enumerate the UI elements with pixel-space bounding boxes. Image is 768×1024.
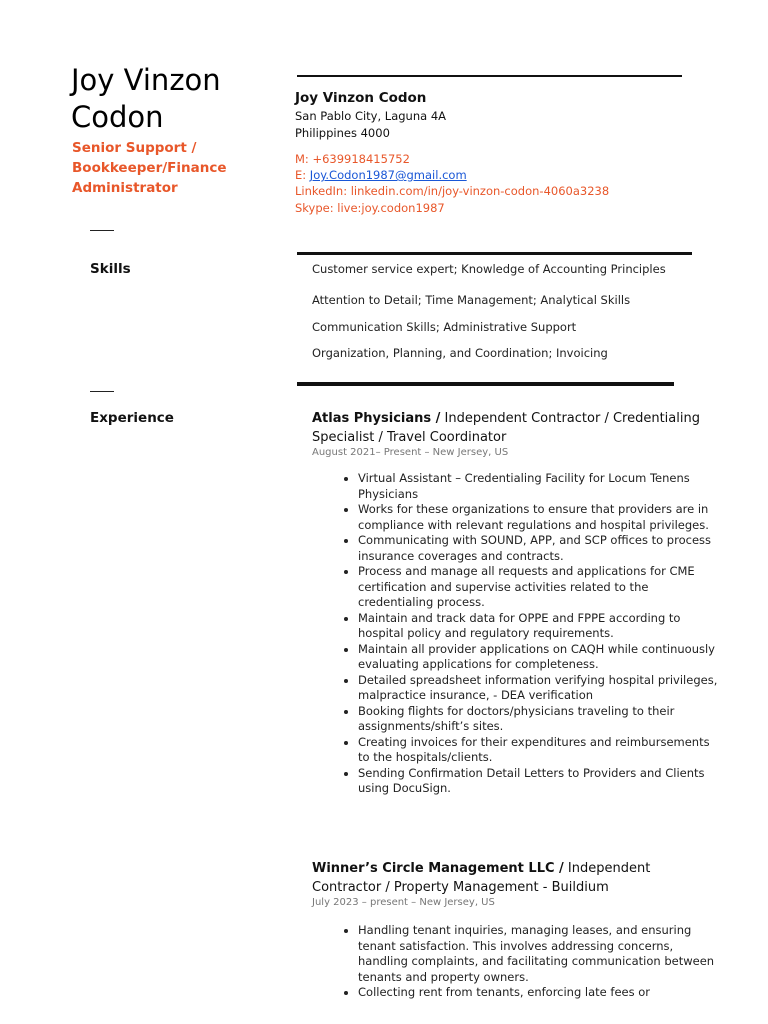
job-dates-location: July 2023 – present – New Jersey, US [312,897,495,908]
job-company: Atlas Physicians / [312,411,441,426]
job-title [312,859,712,897]
list-item: • Collecting rent from tenants, enforcing late fees or [358,985,723,1001]
section-dash [90,230,114,231]
contact-mobile: M: +639918415752 [295,152,410,166]
list-item: • Detailed spreadsheet information verifying hospital privileges, malpractice insurance, - DEA verification [358,673,723,704]
job-bullet-list [338,471,723,797]
contact-skype: Skype: live:joy.codon1987 [295,201,445,215]
job-dates-location: August 2021– Present – New Jersey, US [312,447,509,458]
header-rule [297,75,682,77]
skills-section-label: Skills [90,261,131,277]
contact-linkedin: LinkedIn: linkedin.com/in/joy-vinzon-codon-4060a3238 [295,184,610,198]
resume-role-subtitle: Senior Support / Bookkeeper/Finance Administrator [72,140,227,196]
job-role: Independent Contractor / Credentialing Specialist / Travel Coordinator [312,411,700,445]
list-item: • Handling tenant inquiries, managing leases, and ensuring tenant satisfaction. This involves addressing concerns, handling complaints, and facilitating communication between tenants and property owners. [358,923,723,985]
list-item: • Maintain all provider applications on CAQH while continuously evaluating applications for completeness. [358,642,723,673]
list-item: • Works for these organizations to ensure that providers are in compliance with relevant regulations and hospital privileges. [358,502,723,533]
experience-section-label: Experience [90,410,174,426]
section-dash [90,391,114,392]
list-item: • Creating invoices for their expenditures and reimbursements to the hospitals/clients. [358,735,723,766]
list-item: • Process and manage all requests and applications for CME certification and supervise activities related to the credentialing process. [358,564,723,611]
list-item: • Sending Confirmation Detail Letters to Providers and Clients using DocuSign. [358,766,723,797]
job-company: Winner’s Circle Management LLC / [312,861,564,876]
contact-name: Joy Vinzon Codon [295,90,427,106]
skill-item: Communication Skills; Administrative Support [312,320,577,334]
job-title [312,409,712,447]
resume-name-heading: Joy Vinzon Codon [71,63,221,134]
email-link[interactable]: Joy.Codon1987@gmail.com [309,168,467,182]
skill-item: Attention to Detail; Time Management; Analytical Skills [312,293,631,307]
job-bullet-list [338,923,723,1001]
list-item: • Maintain and track data for OPPE and FPPE according to hospital policy and regulatory requirements. [358,611,723,642]
address-line-2: Philippines 4000 [295,126,390,140]
list-item: • Communicating with SOUND, APP, and SCP offices to process insurance coverages and contracts. [358,533,723,564]
skill-item: Organization, Planning, and Coordination; Invoicing [312,346,608,360]
job-role: Independent Contractor / Property Management - Buildium [312,861,651,895]
list-item: • Virtual Assistant – Credentialing Facility for Locum Tenens Physicians [358,471,723,502]
contact-email-line [295,167,467,184]
address-line-1: San Pablo City, Laguna 4A [295,109,447,123]
skill-item: Customer service expert; Knowledge of Accounting Principles [312,262,666,276]
skills-rule [297,252,692,255]
email-prefix: E: [295,168,310,182]
list-item: • Booking flights for doctors/physicians traveling to their assignments/shift’s sites. [358,704,723,735]
experience-rule [297,382,674,386]
